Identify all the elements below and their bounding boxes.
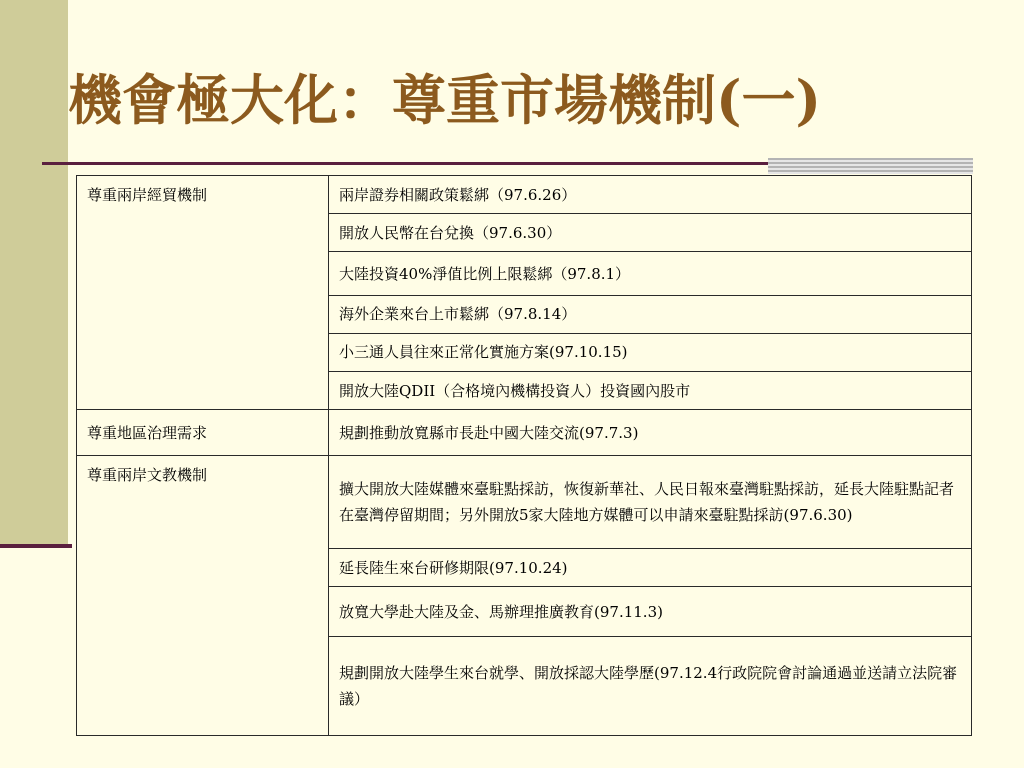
item-cell: 擴大開放大陸媒體來臺駐點採訪，恢復新華社、人民日報來臺灣駐點採訪，延長大陸駐點記者在臺灣停留期間；另外開放5家大陸地方媒體可以申請來臺駐點採訪(97.6.30) [329,456,972,548]
table-row [77,176,972,214]
left-decor-bar [0,0,68,548]
category-cell: 尊重兩岸文教機制 [77,456,329,736]
policy-table [76,175,972,736]
item-cell: 小三通人員往來正常化實施方案(97.10.15) [329,333,972,371]
item-cell: 海外企業來台上市鬆綁（97.8.14） [329,295,972,333]
item-cell: 規劃推動放寬縣市長赴中國大陸交流(97.7.3) [329,410,972,456]
category-cell: 尊重兩岸經貿機制 [77,176,329,410]
table-row [77,410,972,456]
category-cell: 尊重地區治理需求 [77,410,329,456]
item-cell: 開放人民幣在台兌換（97.6.30） [329,214,972,252]
item-cell: 延長陸生來台研修期限(97.10.24) [329,548,972,586]
item-cell: 開放大陸QDII（合格境內機構投資人）投資國內股市 [329,372,972,410]
striped-decor-block [768,158,973,174]
table-row [77,456,972,548]
left-decor-line [0,544,72,548]
item-cell: 大陸投資40%淨值比例上限鬆綁（97.8.1） [329,252,972,295]
item-cell: 放寬大學赴大陸及金、馬辦理推廣教育(97.11.3) [329,587,972,637]
slide-title: 機會極大化：尊重市場機制(一) [68,68,822,132]
item-cell: 規劃開放大陸學生來台就學、開放採認大陸學歷(97.12.4行政院院會討論通過並送請立法院審議） [329,637,972,736]
item-cell: 兩岸證券相關政策鬆綁（97.6.26） [329,176,972,214]
title-underline [42,162,768,165]
